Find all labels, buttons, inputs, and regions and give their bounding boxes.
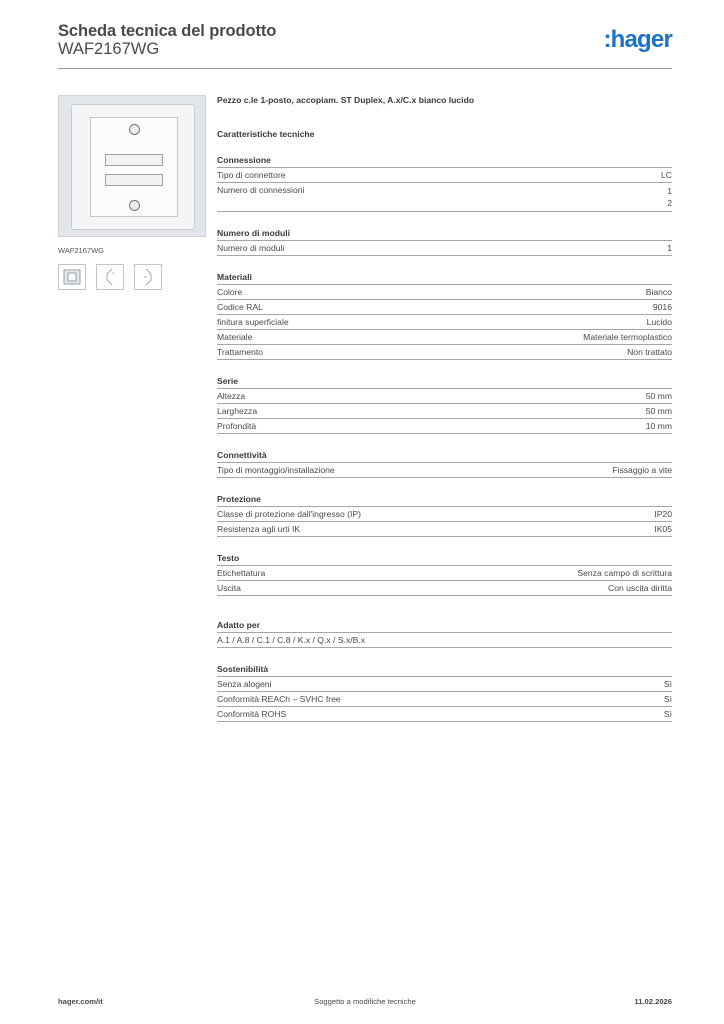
document-title: Scheda tecnica del prodotto (58, 22, 277, 40)
spec-row (217, 522, 672, 537)
product-code: WAF2167WG (58, 40, 160, 58)
tech-specs-heading: Caratteristiche tecniche (217, 129, 315, 139)
spec-row (217, 692, 672, 707)
spec-value: Senza campo di scrittura (577, 568, 672, 578)
spec-value: IP20 (654, 509, 672, 519)
section-moduli (217, 228, 672, 256)
spec-row (217, 404, 672, 419)
cover-frame (71, 104, 195, 230)
spec-value (667, 185, 672, 209)
drawing-side-icon[interactable] (134, 264, 162, 290)
section-title: Sostenibilità (217, 664, 672, 677)
connector-slot (105, 154, 163, 166)
specifications-column (217, 95, 672, 722)
section-protezione (217, 494, 672, 537)
section-title: Materiali (217, 272, 672, 285)
spec-row (217, 463, 672, 478)
spec-value: 50 mm (645, 391, 672, 401)
spec-label: Trattamento (217, 347, 264, 357)
spec-row (217, 419, 672, 434)
spec-value: Materiale termoplastico (583, 332, 672, 342)
spec-row (217, 315, 672, 330)
spec-label: Etichettatura (217, 568, 266, 578)
spec-value: IK05 (654, 524, 672, 534)
spec-row (217, 345, 672, 360)
website-link[interactable]: hager.com/it (58, 997, 103, 1006)
page-footer (58, 997, 672, 1011)
spec-row (217, 168, 672, 183)
spec-label: Numero di connessioni (217, 185, 305, 195)
spec-value: Bianco (645, 287, 672, 297)
section-materiali (217, 272, 672, 360)
spec-value: Sì (663, 679, 672, 689)
section-title: Protezione (217, 494, 672, 507)
product-media-column (58, 95, 208, 290)
spec-row (217, 183, 672, 212)
spec-value-line: 2 (667, 198, 672, 208)
spec-row (217, 330, 672, 345)
spec-label: Conformità REACh – SVHC free (217, 694, 341, 704)
spec-label: Colore (217, 287, 243, 297)
spec-row (217, 285, 672, 300)
product-image (58, 95, 206, 237)
spec-label: Resistenza agli urti IK (217, 524, 301, 534)
connector-slot (105, 174, 163, 186)
section-title: Serie (217, 376, 672, 389)
spec-value: Sì (663, 709, 672, 719)
spec-value: Sì (663, 694, 672, 704)
spec-row (217, 241, 672, 256)
section-title: Numero di moduli (217, 228, 672, 241)
spec-row (217, 677, 672, 692)
spec-row (217, 566, 672, 581)
spec-value: Fissaggio a vite (612, 465, 672, 475)
spec-label: Conformità ROHS (217, 709, 287, 719)
spec-label: Senza alogeni (217, 679, 272, 689)
spec-label: Tipo di montaggio/installazione (217, 465, 335, 475)
section-connettivita (217, 450, 672, 478)
spec-label: Materiale (217, 332, 253, 342)
spec-row (217, 507, 672, 522)
document-date: 11.02.2026 (634, 997, 672, 1006)
central-insert (90, 117, 178, 217)
product-thumbnail-icon[interactable] (58, 264, 86, 290)
spec-label: Numero di moduli (217, 243, 285, 253)
section-title: Testo (217, 553, 672, 566)
spec-value: 10 mm (645, 421, 672, 431)
spec-label: Uscita (217, 583, 241, 593)
section-connessione (217, 155, 672, 212)
spec-row (217, 633, 672, 648)
header-divider (58, 68, 672, 69)
page-header (58, 20, 672, 68)
spec-value-line: 1 (667, 186, 672, 196)
spec-row (217, 581, 672, 596)
section-testo (217, 553, 672, 596)
screw-icon (129, 124, 140, 135)
section-title: Connessione (217, 155, 672, 168)
spec-value: 9016 (652, 302, 672, 312)
spec-value: Lucido (646, 317, 672, 327)
thumbnail-strip (58, 264, 208, 290)
spec-row (217, 707, 672, 722)
spec-value: LC (661, 170, 672, 180)
disclaimer-text: Soggetto a modifiche tecniche (314, 997, 416, 1006)
spec-label: Codice RAL (217, 302, 263, 312)
section-sostenibilita (217, 664, 672, 722)
spec-label: A.1 / A.8 / C.1 / C.8 / K.x / Q.x / S.x/B.x (217, 635, 366, 645)
spec-value: Non trattato (627, 347, 672, 357)
spec-label: Altezza (217, 391, 246, 401)
spec-value: Con uscita diritta (607, 583, 672, 593)
spec-label: finitura superficiale (217, 317, 289, 327)
section-title: Adatto per (217, 620, 672, 633)
image-caption: WAF2167WG (58, 246, 104, 255)
spec-label: Classe di protezione dall'ingresso (IP) (217, 509, 361, 519)
spec-label: Tipo di connettore (217, 170, 286, 180)
drawing-front-icon[interactable] (96, 264, 124, 290)
section-serie (217, 376, 672, 434)
product-description: Pezzo c.le 1-posto, accopiam. ST Duplex, A.x/C.x bianco lucido (217, 95, 475, 105)
spec-row (217, 300, 672, 315)
spec-row (217, 389, 672, 404)
spec-value: 1 (667, 243, 672, 253)
section-adatto-per (217, 620, 672, 648)
hager-logo: :hager (603, 26, 672, 53)
screw-icon (129, 200, 140, 211)
section-title: Connettività (217, 450, 672, 463)
spec-label: Larghezza (217, 406, 258, 416)
spec-value: 50 mm (645, 406, 672, 416)
spec-label: Profondità (217, 421, 257, 431)
